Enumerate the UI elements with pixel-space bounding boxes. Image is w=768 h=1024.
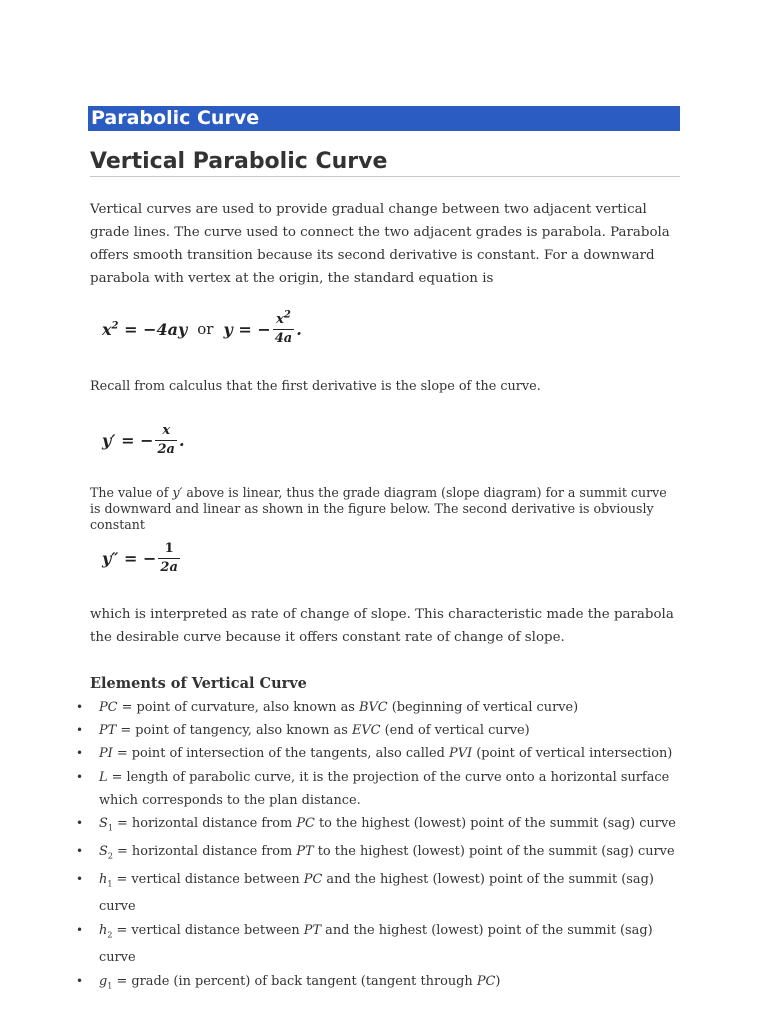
element-description-tail: and the highest (lowest) point of the summit (sag) curve bbox=[99, 922, 653, 966]
element-description: = point of tangency, also known as bbox=[116, 723, 352, 739]
element-description-tail: and the highest (lowest) point of the summit (sag) curve bbox=[99, 871, 654, 915]
element-symbol: PT bbox=[99, 723, 117, 739]
element-abbreviation: PVI bbox=[449, 746, 473, 762]
element-symbol: L bbox=[99, 769, 108, 785]
element-symbol: S bbox=[99, 816, 108, 832]
equation-second-derivative bbox=[102, 536, 182, 580]
eq2-tail: . bbox=[178, 430, 185, 450]
bullet-icon: • bbox=[76, 723, 84, 738]
eq2-lhs: y′ = − bbox=[102, 430, 154, 450]
bullet-icon: • bbox=[76, 973, 84, 988]
eq1-lhs-rest: = −4ay bbox=[118, 319, 188, 339]
page-title: Vertical Parabolic Curve bbox=[90, 149, 388, 174]
eq1-numerator: x bbox=[276, 311, 284, 327]
element-symbol: g bbox=[99, 973, 108, 989]
eq1-or: or bbox=[197, 320, 214, 338]
bullet-icon: • bbox=[76, 922, 84, 937]
eq3-lhs: y″ = − bbox=[102, 548, 157, 568]
list-item bbox=[0, 868, 768, 919]
eq3-denominator: 2a bbox=[160, 559, 178, 575]
eq1-fraction bbox=[273, 311, 294, 348]
linear-var: y′ bbox=[172, 485, 183, 500]
element-symbol-subscript: 1 bbox=[107, 823, 113, 833]
linear-part2: above is linear, thus the grade diagram (slope diagram) for a summit curve is downward and linear as shown in the figure below. The second derivative is obviously constant bbox=[90, 485, 667, 532]
element-description-tail: to the highest (lowest) point of the summit (sag) curve bbox=[314, 816, 676, 832]
elements-heading: Elements of Vertical Curve bbox=[90, 675, 307, 692]
element-description: = horizontal distance from bbox=[112, 816, 297, 832]
element-symbol-subscript: 1 bbox=[107, 879, 113, 889]
bullet-icon: • bbox=[76, 700, 84, 714]
element-abbreviation: PC bbox=[296, 816, 315, 832]
eq2-fraction bbox=[155, 422, 176, 459]
list-item bbox=[0, 719, 768, 742]
equation-first-derivative bbox=[102, 418, 185, 462]
bullet-icon: • bbox=[76, 769, 84, 784]
element-symbol: S bbox=[99, 843, 108, 859]
linear-paragraph bbox=[90, 485, 680, 533]
eq1-numerator-exp: 2 bbox=[283, 309, 291, 321]
list-item bbox=[0, 919, 768, 970]
list-item bbox=[0, 970, 768, 998]
recall-paragraph: Recall from calculus that the first derivative is the slope of the curve. bbox=[90, 379, 541, 394]
list-item bbox=[0, 696, 768, 719]
element-symbol: h bbox=[99, 871, 108, 887]
element-description: = point of intersection of the tangents, also called bbox=[112, 746, 450, 762]
eq1-lhs-exp: 2 bbox=[111, 320, 119, 332]
element-description-tail: (point of vertical intersection) bbox=[472, 746, 673, 762]
list-item bbox=[0, 742, 768, 765]
bullet-icon: • bbox=[76, 871, 84, 886]
eq1-denominator: 4a bbox=[274, 330, 293, 346]
element-symbol: PC bbox=[99, 700, 118, 715]
element-abbreviation: BVC bbox=[359, 700, 388, 715]
element-description: = grade (in percent) of back tangent (tangent through bbox=[112, 973, 477, 989]
eq3-numerator: 1 bbox=[164, 540, 174, 556]
bullet-icon: • bbox=[76, 816, 84, 831]
element-description-tail: (end of vertical curve) bbox=[380, 723, 530, 739]
element-description: = vertical distance between bbox=[112, 922, 304, 938]
bullet-icon: • bbox=[76, 746, 84, 761]
interpretation-paragraph: which is interpreted as rate of change of slope. This characteristic made the parabola the desirable curve because it offers constant rate of change of slope. bbox=[90, 607, 674, 645]
element-symbol-subscript: 2 bbox=[107, 930, 113, 940]
linear-part1: The value of bbox=[90, 485, 173, 500]
element-abbreviation: PT bbox=[296, 843, 314, 859]
bullet-icon: • bbox=[76, 843, 84, 858]
element-abbreviation: PC bbox=[303, 871, 323, 887]
element-symbol-subscript: 1 bbox=[107, 981, 113, 991]
element-description-tail: to the highest (lowest) point of the summit (sag) curve bbox=[313, 843, 675, 859]
equation-standard-form bbox=[102, 303, 302, 355]
title-divider bbox=[90, 176, 680, 177]
list-item bbox=[0, 812, 768, 840]
eq1-lhs-x: x bbox=[102, 319, 112, 339]
eq2-denominator: 2a bbox=[157, 441, 175, 457]
element-description: = horizontal distance from bbox=[112, 843, 297, 859]
element-description: = point of curvature, also known as bbox=[117, 700, 359, 715]
eq1-tail: . bbox=[296, 319, 302, 339]
element-description: = vertical distance between bbox=[112, 871, 304, 887]
element-description-tail: ) bbox=[495, 973, 501, 989]
eq1-rhs-y: y = − bbox=[223, 319, 271, 339]
element-description: = length of parabolic curve, it is the projection of the curve onto a horizontal surface which corresponds to the plan distance. bbox=[99, 769, 670, 808]
list-item bbox=[0, 840, 768, 868]
banner-title: Parabolic Curve bbox=[91, 107, 260, 129]
element-abbreviation: PT bbox=[303, 922, 322, 938]
elements-list bbox=[0, 696, 768, 997]
eq3-fraction bbox=[158, 540, 179, 577]
element-symbol-subscript: 2 bbox=[107, 851, 113, 861]
list-item bbox=[0, 766, 768, 812]
element-symbol: PI bbox=[99, 746, 113, 762]
element-symbol: h bbox=[99, 922, 108, 938]
category-banner bbox=[88, 106, 680, 131]
element-abbreviation: EVC bbox=[351, 723, 381, 739]
intro-paragraph: Vertical curves are used to provide gradual change between two adjacent vertical grade lines. The curve used to connect the two adjacent grades is parabola. Parabola offers smooth transition because its second derivative is constant. For a downward parabola with vertex at the origin, the standard equation is bbox=[90, 202, 670, 286]
element-abbreviation: PC bbox=[476, 973, 496, 989]
element-description-tail: (beginning of vertical curve) bbox=[387, 700, 579, 715]
eq2-numerator: x bbox=[162, 422, 171, 438]
